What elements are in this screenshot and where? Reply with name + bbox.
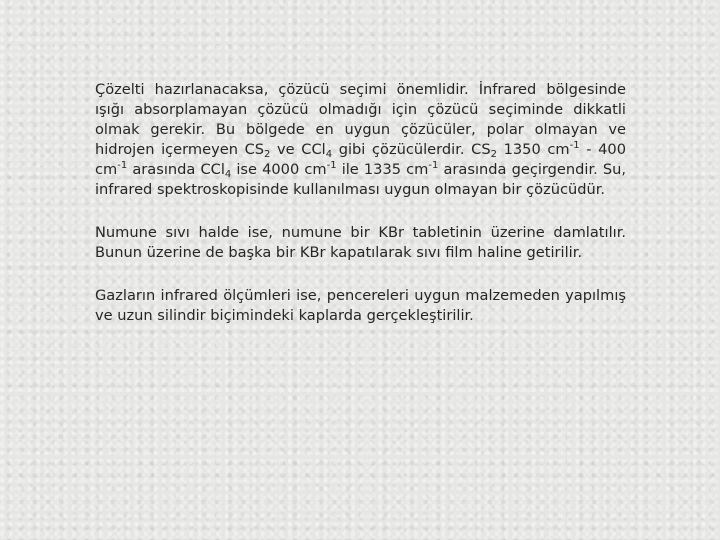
subscript: 4 xyxy=(224,169,232,180)
superscript: -1 xyxy=(428,160,439,171)
paragraph-solvent-selection xyxy=(95,80,626,200)
paragraph-gas-measurement xyxy=(95,286,626,326)
text-run: ise 4000 cm xyxy=(231,161,327,178)
superscript: -1 xyxy=(569,140,580,151)
subscript: 2 xyxy=(490,149,497,160)
text-run: arasında geçirgendir. Su, infrared spektroskopisinde kullanılması uygun olmayan bir çözücüdür. xyxy=(95,161,627,198)
text-run: Numune sıvı halde ise, numune bir KBr tabletinin üzerine damlatılır. Bunun üzerine de başka bir KBr kapatılarak sıvı film haline getirilir. xyxy=(95,224,626,261)
text-run: gibi çözücülerdir. CS xyxy=(332,141,491,158)
text-run: arasında CCl xyxy=(127,161,225,178)
paragraph-liquid-sample xyxy=(95,223,626,263)
text-run: - 400 cm xyxy=(95,141,626,178)
text-run: ve CCl xyxy=(270,141,326,158)
slide-body xyxy=(95,80,626,349)
subscript: 2 xyxy=(264,149,271,160)
text-run: ile 1335 cm xyxy=(336,161,429,178)
superscript: -1 xyxy=(117,160,128,171)
text-run: 1350 cm xyxy=(496,141,570,158)
subscript: 4 xyxy=(325,149,333,160)
text-run: Çözelti hazırlanacaksa, çözücü seçimi önemlidir. İnfrared bölgesinde ışığı absorplamayan çözücü olmadığı için çözücü seçiminde dikkatli olmak gerekir. Bu bölgede en uygun çözücüler, polar olmayan ve hidrojen içermeyen CS xyxy=(95,81,626,158)
text-run: Gazların infrared ölçümleri ise, pencereleri uygun malzemeden yapılmış ve uzun silindir biçimindeki kaplarda gerçekleştirilir. xyxy=(95,287,626,324)
superscript: -1 xyxy=(326,160,337,171)
